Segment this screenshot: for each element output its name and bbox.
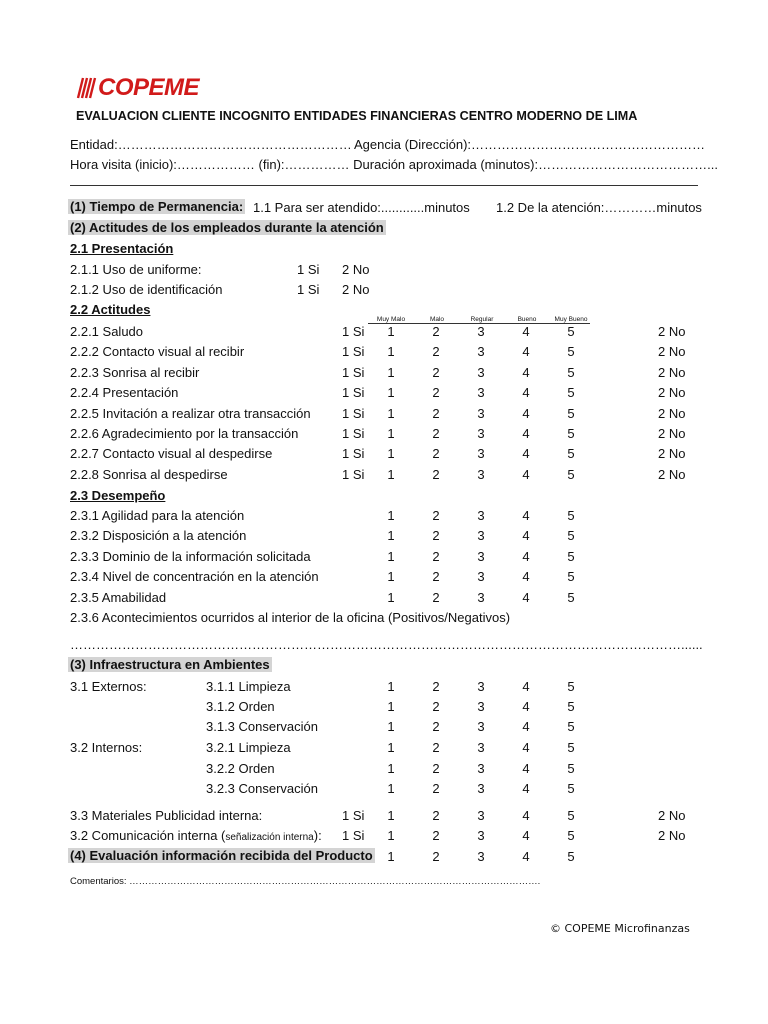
producto-rating-4[interactable]: 4 <box>522 849 530 864</box>
actitud-rating-2[interactable]: 2 <box>432 426 440 441</box>
document-title: EVALUACION CLIENTE INCOGNITO ENTIDADES FINANCIERAS CENTRO MODERNO DE LIMA <box>76 109 638 123</box>
actitud-rating-4[interactable]: 4 <box>522 324 530 339</box>
desempeno-rating-2[interactable]: 2 <box>432 508 440 523</box>
actitud-rating-2[interactable]: 2 <box>432 364 440 380</box>
no-option[interactable]: 2 No <box>658 405 686 421</box>
section-4-title: (4) Evaluación información recibida del Producto <box>70 848 373 863</box>
actitud-rating-3[interactable]: 3 <box>477 324 485 339</box>
si-option[interactable]: 1 Si <box>297 262 320 277</box>
ambiente-rating-2[interactable]: 2 <box>432 679 440 694</box>
subsection-2-1-title: 2.1 Presentación <box>70 241 174 256</box>
actitud-rating-5[interactable]: 5 <box>567 466 575 482</box>
tiempo-atencion-field[interactable]: 1.2 De la atención:…………minutos <box>496 200 702 215</box>
desempeno-rating-5[interactable]: 5 <box>567 589 575 605</box>
ambiente-rating-1[interactable]: 1 <box>387 781 395 796</box>
actitud-rating-3[interactable]: 3 <box>477 446 485 462</box>
scale-label: Bueno <box>517 316 537 323</box>
ambiente-rating-1[interactable]: 1 <box>387 679 395 694</box>
no-option[interactable]: 2 No <box>658 466 686 482</box>
producto-rating-3[interactable]: 3 <box>477 849 485 864</box>
footer-copyright: © COPEME Microfinanzas <box>550 922 690 935</box>
ambiente-rating-2[interactable]: 2 <box>432 781 440 796</box>
ambiente-rating-2[interactable]: 2 <box>432 719 440 734</box>
actitud-rating-3[interactable]: 3 <box>477 426 485 441</box>
section-2-title: (2) Actitudes de los empleados durante la atención <box>70 220 384 235</box>
desempeno-rating-1[interactable]: 1 <box>387 569 395 585</box>
ambiente-rating-1[interactable]: 1 <box>387 719 395 734</box>
ambiente-rating-1[interactable]: 1 <box>387 761 395 776</box>
ambiente-rating-4[interactable]: 4 <box>522 761 530 776</box>
ambiente-item-label: 3.2.3 Conservación <box>206 781 319 796</box>
si-option[interactable]: 1 Si <box>342 405 365 421</box>
hora-visita-field[interactable]: Hora visita (inicio):……………… (fin):…………… Duración aproximada (minutos):…………………………………... <box>70 157 718 172</box>
si-option[interactable]: 1 Si <box>342 324 365 339</box>
actitud-rating-1[interactable]: 1 <box>387 466 395 482</box>
ambiente-item-label: 3.1.3 Conservación <box>206 719 319 734</box>
subsection-2-2-title: 2.2 Actitudes <box>70 302 151 317</box>
no-option[interactable]: 2 No <box>342 282 370 297</box>
actitud-item-label: 2.2.1 Saludo <box>70 324 144 339</box>
section-3-title: (3) Infraestructura en Ambientes <box>70 657 270 672</box>
ambiente-rating-2[interactable]: 2 <box>432 699 440 714</box>
presentacion-item-label: 2.1.1 Uso de uniforme: <box>70 262 202 277</box>
scale-label: Muy Malo <box>376 316 406 323</box>
presentacion-item-label: 2.1.2 Uso de identificación <box>70 282 223 297</box>
si-option[interactable]: 1 Si <box>342 828 365 843</box>
actitud-rating-1[interactable]: 1 <box>387 324 395 339</box>
scale-label: Regular <box>470 316 494 323</box>
ambiente-rating-3[interactable]: 3 <box>477 761 485 776</box>
actitud-rating-3[interactable]: 3 <box>477 344 485 360</box>
actitud-rating-4[interactable]: 4 <box>522 385 530 401</box>
logo-text: COPEME <box>98 74 200 101</box>
actitud-rating-4[interactable]: 4 <box>522 426 530 441</box>
ambiente-rating-4[interactable]: 4 <box>522 679 530 694</box>
actitud-rating-2[interactable]: 2 <box>432 385 440 401</box>
ambiente-rating-4[interactable]: 4 <box>522 781 530 796</box>
divider <box>70 185 698 186</box>
actitud-rating-1[interactable]: 1 <box>387 426 395 441</box>
actitud-rating-1[interactable]: 1 <box>387 446 395 462</box>
actitud-rating-2[interactable]: 2 <box>432 405 440 421</box>
desempeno-rating-4[interactable]: 4 <box>522 528 530 544</box>
no-option[interactable]: 2 No <box>658 385 686 401</box>
desempeno-rating-1[interactable]: 1 <box>387 528 395 544</box>
ambiente-rating-3[interactable]: 3 <box>477 719 485 734</box>
desempeno-rating-4[interactable]: 4 <box>522 589 530 605</box>
no-option[interactable]: 2 No <box>658 808 686 823</box>
externos-label: 3.1 Externos: <box>70 679 147 694</box>
actitud-rating-2[interactable]: 2 <box>432 344 440 360</box>
desempeno-rating-1[interactable]: 1 <box>387 548 395 564</box>
comentarios-field[interactable]: Comentarios: …………………………………………………………………………………………………………………. <box>70 876 541 887</box>
acontecimientos-label: 2.3.6 Acontecimientos ocurridos al interior de la oficina (Positivos/Negativos) <box>70 610 511 625</box>
scale-label: Muy Bueno <box>554 316 588 323</box>
si-option[interactable]: 1 Si <box>342 808 365 823</box>
material-rating-3[interactable]: 3 <box>477 808 485 823</box>
actitud-rating-2[interactable]: 2 <box>432 324 440 339</box>
producto-rating-5[interactable]: 5 <box>567 849 575 864</box>
actitud-rating-3[interactable]: 3 <box>477 364 485 380</box>
si-option[interactable]: 1 Si <box>342 344 365 360</box>
no-option[interactable]: 2 No <box>658 364 686 380</box>
actitud-rating-4[interactable]: 4 <box>522 405 530 421</box>
actitud-rating-3[interactable]: 3 <box>477 385 485 401</box>
producto-rating-1[interactable]: 1 <box>387 849 395 864</box>
actitud-rating-5[interactable]: 5 <box>567 364 575 380</box>
actitud-rating-4[interactable]: 4 <box>522 344 530 360</box>
actitud-rating-4[interactable]: 4 <box>522 466 530 482</box>
actitud-rating-5[interactable]: 5 <box>567 344 575 360</box>
ambiente-rating-4[interactable]: 4 <box>522 740 530 755</box>
material-rating-5[interactable]: 5 <box>567 808 575 823</box>
desempeno-rating-3[interactable]: 3 <box>477 589 485 605</box>
scale-label: Malo <box>429 316 445 323</box>
actitud-rating-1[interactable]: 1 <box>387 405 395 421</box>
actitud-rating-2[interactable]: 2 <box>432 466 440 482</box>
actitud-rating-1[interactable]: 1 <box>387 344 395 360</box>
si-option[interactable]: 1 Si <box>342 426 365 441</box>
desempeno-item-label: 2.3.3 Dominio de la información solicitada <box>70 548 311 564</box>
actitud-item-label: 2.2.2 Contacto visual al recibir <box>70 344 245 360</box>
actitud-rating-2[interactable]: 2 <box>432 446 440 462</box>
ambiente-rating-5[interactable]: 5 <box>567 699 575 714</box>
desempeno-rating-2[interactable]: 2 <box>432 569 440 585</box>
actitud-rating-5[interactable]: 5 <box>567 405 575 421</box>
tiempo-atendido-field[interactable]: 1.1 Para ser atendido:............minutos <box>253 200 470 215</box>
desempeno-rating-2[interactable]: 2 <box>432 589 440 605</box>
actitud-rating-5[interactable]: 5 <box>567 385 575 401</box>
si-option[interactable]: 1 Si <box>297 282 320 297</box>
ambiente-rating-4[interactable]: 4 <box>522 699 530 714</box>
entidad-field[interactable]: Entidad:……………………………………………… <box>70 137 352 152</box>
no-option[interactable]: 2 No <box>658 324 686 339</box>
actitud-item-label: 2.2.4 Presentación <box>70 385 179 401</box>
ambiente-item-label: 3.1.2 Orden <box>206 699 275 714</box>
actitud-rating-4[interactable]: 4 <box>522 446 530 462</box>
ambiente-rating-1[interactable]: 1 <box>387 740 395 755</box>
ambiente-rating-3[interactable]: 3 <box>477 781 485 796</box>
si-option[interactable]: 1 Si <box>342 364 365 380</box>
material-rating-1[interactable]: 1 <box>387 828 395 843</box>
material-rating-4[interactable]: 4 <box>522 808 530 823</box>
actitud-rating-3[interactable]: 3 <box>477 405 485 421</box>
actitud-item-label: 2.2.7 Contacto visual al despedirse <box>70 446 273 462</box>
si-option[interactable]: 1 Si <box>342 446 365 462</box>
desempeno-rating-2[interactable]: 2 <box>432 548 440 564</box>
desempeno-rating-2[interactable]: 2 <box>432 528 440 544</box>
desempeno-rating-4[interactable]: 4 <box>522 569 530 585</box>
ambiente-rating-5[interactable]: 5 <box>567 761 575 776</box>
actitud-item-label: 2.2.3 Sonrisa al recibir <box>70 364 200 380</box>
materiales-label: 3.3 Materiales Publicidad interna: <box>70 808 263 823</box>
material-rating-2[interactable]: 2 <box>432 808 440 823</box>
no-option[interactable]: 2 No <box>658 828 686 843</box>
desempeno-item-label: 2.3.2 Disposición a la atención <box>70 528 247 544</box>
desempeno-rating-4[interactable]: 4 <box>522 548 530 564</box>
actitud-rating-5[interactable]: 5 <box>567 446 575 462</box>
material-rating-5[interactable]: 5 <box>567 828 575 843</box>
ambiente-rating-2[interactable]: 2 <box>432 761 440 776</box>
ambiente-rating-5[interactable]: 5 <box>567 719 575 734</box>
desempeno-rating-4[interactable]: 4 <box>522 508 530 523</box>
ambiente-rating-5[interactable]: 5 <box>567 740 575 755</box>
comunicacion-note: señalización interna <box>225 832 314 843</box>
actitud-item-label: 2.2.8 Sonrisa al despedirse <box>70 466 228 482</box>
actitud-item-label: 2.2.5 Invitación a realizar otra transacción <box>70 405 311 421</box>
desempeno-rating-5[interactable]: 5 <box>567 548 575 564</box>
actitud-rating-1[interactable]: 1 <box>387 385 395 401</box>
si-option[interactable]: 1 Si <box>342 385 365 401</box>
material-rating-4[interactable]: 4 <box>522 828 530 843</box>
ambiente-rating-3[interactable]: 3 <box>477 740 485 755</box>
desempeno-rating-3[interactable]: 3 <box>477 508 485 523</box>
comunicacion-label <box>70 828 322 843</box>
no-option[interactable]: 2 No <box>658 446 686 462</box>
comunicacion-end: ): <box>313 828 322 843</box>
producto-rating-2[interactable]: 2 <box>432 849 440 864</box>
desempeno-rating-3[interactable]: 3 <box>477 548 485 564</box>
actitud-rating-4[interactable]: 4 <box>522 364 530 380</box>
ambiente-item-label: 3.1.1 Limpieza <box>206 679 291 694</box>
ambiente-rating-3[interactable]: 3 <box>477 679 485 694</box>
desempeno-item-label: 2.3.4 Nivel de concentración en la atención <box>70 569 319 585</box>
comunicacion-text: 3.2 Comunicación interna ( <box>70 828 226 843</box>
ambiente-item-label: 3.2.1 Limpieza <box>206 740 291 755</box>
desempeno-rating-5[interactable]: 5 <box>567 528 575 544</box>
desempeno-item-label: 2.3.1 Agilidad para la atención <box>70 508 245 523</box>
actitud-item-label: 2.2.6 Agradecimiento por la transacción <box>70 426 299 441</box>
no-option[interactable]: 2 No <box>342 262 370 277</box>
desempeno-rating-5[interactable]: 5 <box>567 569 575 585</box>
desempeno-item-label: 2.3.5 Amabilidad <box>70 589 167 605</box>
ambiente-rating-5[interactable]: 5 <box>567 781 575 796</box>
copeme-stripes-icon <box>76 76 98 100</box>
agencia-field[interactable]: Agencia (Dirección):……………………………………………… <box>354 137 706 152</box>
material-rating-2[interactable]: 2 <box>432 828 440 843</box>
si-option[interactable]: 1 Si <box>342 466 365 482</box>
desempeno-rating-1[interactable]: 1 <box>387 508 395 523</box>
desempeno-rating-3[interactable]: 3 <box>477 569 485 585</box>
no-option[interactable]: 2 No <box>658 344 686 360</box>
ambiente-item-label: 3.2.2 Orden <box>206 761 275 776</box>
ambiente-rating-1[interactable]: 1 <box>387 699 395 714</box>
actitud-rating-5[interactable]: 5 <box>567 426 575 441</box>
desempeno-rating-1[interactable]: 1 <box>387 589 395 605</box>
copeme-logo <box>76 74 199 102</box>
material-rating-3[interactable]: 3 <box>477 828 485 843</box>
actitud-rating-5[interactable]: 5 <box>567 324 575 339</box>
material-rating-1[interactable]: 1 <box>387 808 395 823</box>
ambiente-rating-4[interactable]: 4 <box>522 719 530 734</box>
desempeno-rating-3[interactable]: 3 <box>477 528 485 544</box>
ambiente-rating-3[interactable]: 3 <box>477 699 485 714</box>
internos-label: 3.2 Internos: <box>70 740 143 755</box>
actitud-rating-1[interactable]: 1 <box>387 364 395 380</box>
ambiente-rating-5[interactable]: 5 <box>567 679 575 694</box>
desempeno-rating-5[interactable]: 5 <box>567 508 575 523</box>
section-1-title: (1) Tiempo de Permanencia: <box>70 199 244 214</box>
ambiente-rating-2[interactable]: 2 <box>432 740 440 755</box>
acontecimientos-field[interactable]: ……………………………………………………………………………………………………………………………...... <box>70 637 703 652</box>
subsection-2-3-title: 2.3 Desempeño <box>70 488 166 503</box>
no-option[interactable]: 2 No <box>658 426 686 441</box>
actitud-rating-3[interactable]: 3 <box>477 466 485 482</box>
